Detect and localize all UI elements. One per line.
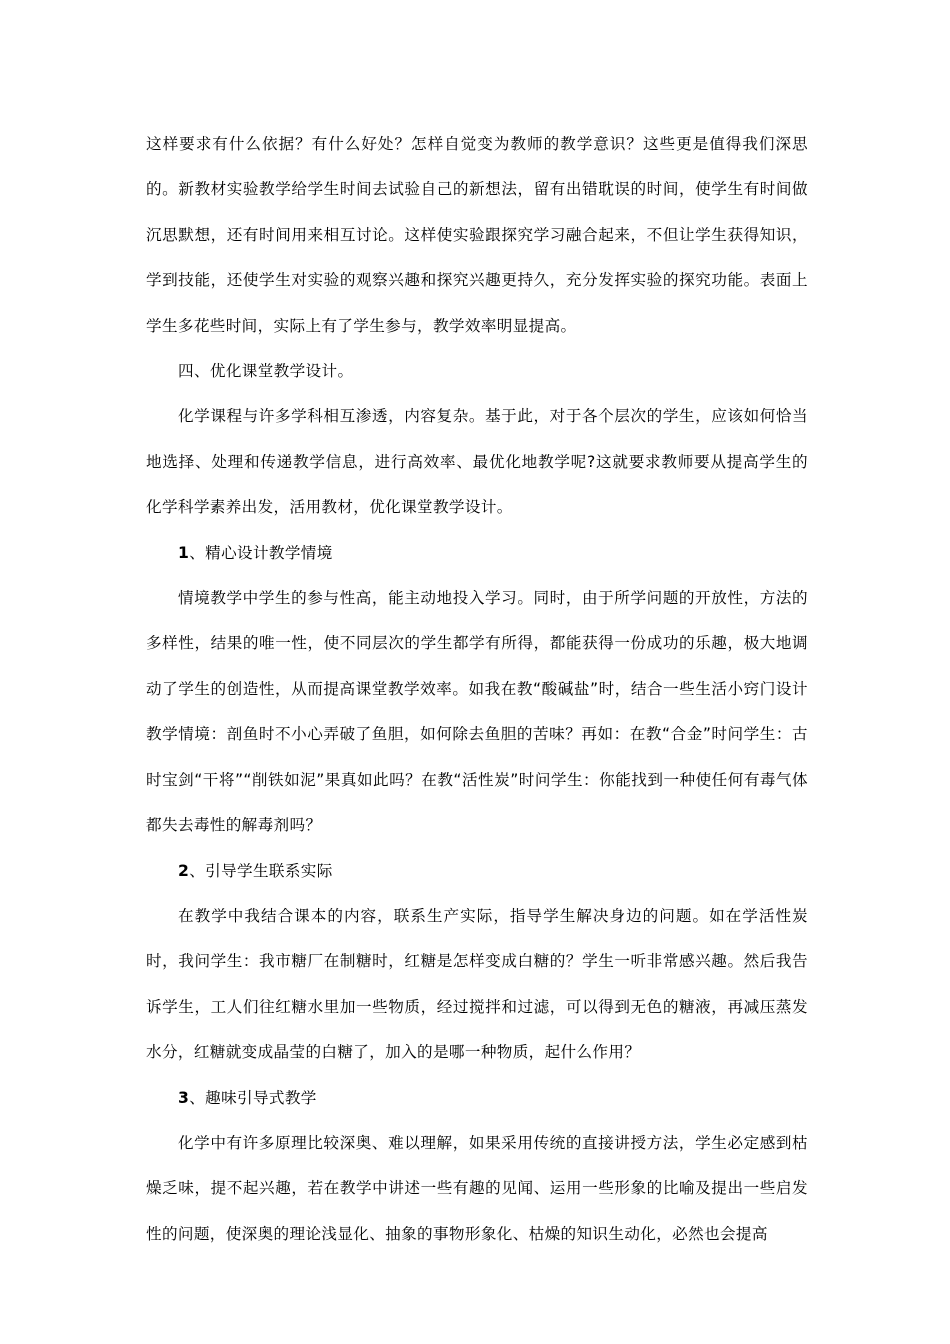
- paragraph-1: 这样要求有什么依据？有什么好处？怎样自觉变为教师的教学意识？这些更是值得我们深思的。新教材实验教学给学生时间去试验自己的新想法，留有出错耽误的时间，使学生有时间做沉思默想，还有时间用来相互讨论。这样使实验跟探究学习融合起来，不但让学生获得知识，学到技能，还使学生对实验的观察兴趣和探究兴趣更持久，充分发挥实验的探究功能。表面上学生多花些时间，实际上有了学生参与，教学效率明显提高。: [146, 135, 808, 335]
- paragraph-2: 化学课程与许多学科相互渗透，内容复杂。基于此，对于各个层次的学生，应该如何恰当地选择、处理和传递教学信息，进行高效率、最优化地教学呢?这就要求教师要从提高学生的化学科学素养出发，活用教材，优化课堂教学设计。: [146, 407, 808, 517]
- subheading-text: 、趣味引导式教学: [189, 1088, 317, 1107]
- paragraph-4: 在教学中我结合课本的内容，联系生产实际，指导学生解决身边的问题。如在学活性炭时，我问学生：我市糖厂在制糖时，红糖是怎样变成白糖的？学生一听非常感兴趣。然后我告诉学生，工人们往红糖水里加一些物质，经过搅拌和过滤，可以得到无色的糖液，再减压蒸发水分，红糖就变成晶莹的白糖了，加入的是哪一种物质，起什么作用？: [146, 906, 808, 1062]
- document-page: [146, 122, 808, 1257]
- subheading-text: 、引导学生联系实际: [189, 861, 333, 880]
- subheading-2: [146, 849, 808, 894]
- subheading-text: 、精心设计教学情境: [189, 543, 333, 562]
- section-heading-4: [146, 349, 808, 394]
- subheading-3: [146, 1076, 808, 1121]
- subheading-1: [146, 531, 808, 576]
- paragraph-5: 化学中有许多原理比较深奥、难以理解，如果采用传统的直接讲授方法，学生必定感到枯燥乏味，提不起兴趣，若在教学中讲述一些有趣的见闻、运用一些形象的比喻及提出一些启发性的问题，使深奥的理论浅显化、抽象的事物形象化、枯燥的知识生动化，必然也会提高: [146, 1133, 808, 1243]
- subheading-number: 1: [178, 543, 190, 562]
- section-heading-text: 四、优化课堂教学设计。: [178, 362, 354, 381]
- paragraph-3: 情境教学中学生的参与性高，能主动地投入学习。同时，由于所学问题的开放性，方法的多样性，结果的唯一性，使不同层次的学生都学有所得，都能获得一份成功的乐趣，极大地调动了学生的创造性，从而提高课堂教学效率。如我在教“酸碱盐”时，结合一些生活小窍门设计教学情境：剖鱼时不小心弄破了鱼胆，如何除去鱼胆的苦味？再如：在教“合金”时问学生：古时宝剑“干将”“削铁如泥”果真如此吗？在教“活性炭”时问学生：你能找到一种使任何有毒气体都失去毒性的解毒剂吗？: [146, 589, 808, 835]
- subheading-number: 3: [178, 1088, 190, 1107]
- subheading-number: 2: [178, 861, 190, 880]
